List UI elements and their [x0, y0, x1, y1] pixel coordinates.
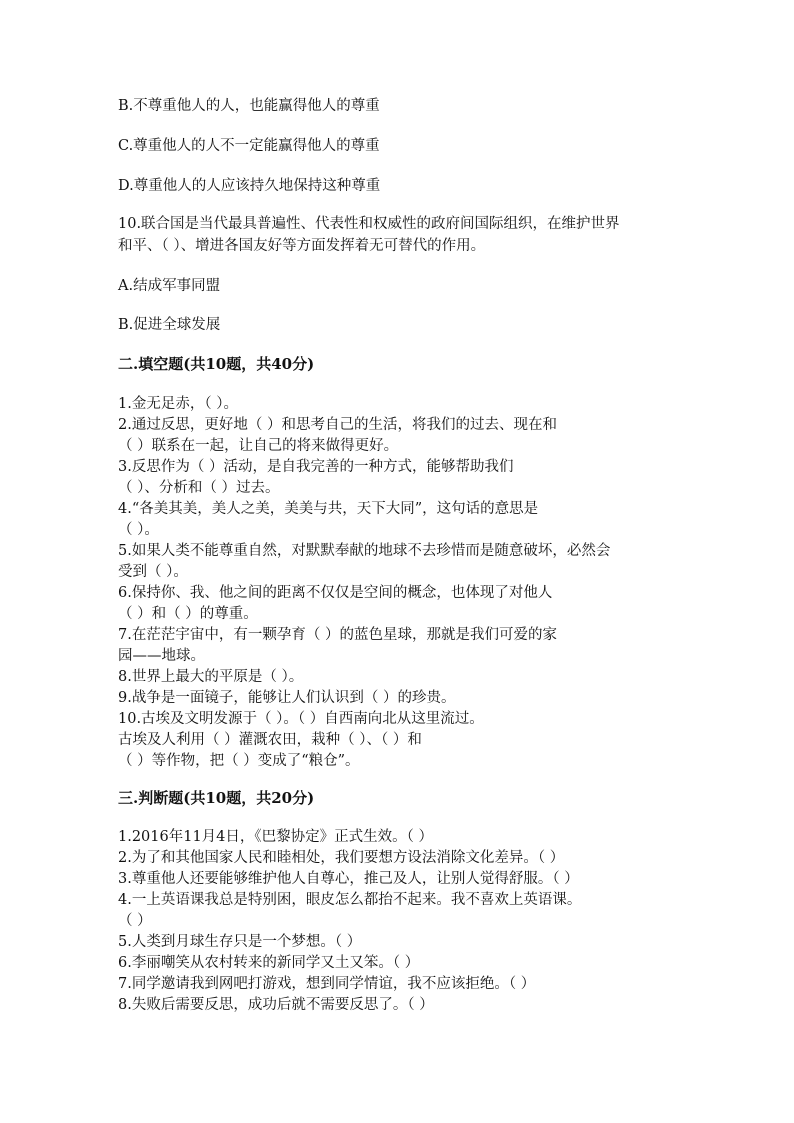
true-false-line: 7.同学邀请我到网吧打游戏，想到同学情谊，我不应该拒绝。（ ） — [118, 976, 536, 992]
fill-blank-line: 受到（ ）。 — [118, 564, 188, 580]
fill-blank-line: 园——地球。 — [118, 648, 205, 664]
q9-option-d: D.尊重他人的人应该持久地保持这种尊重 — [118, 178, 381, 194]
true-false-line: 2.为了和其他国家人民和睦相处，我们要想方设法消除文化差异。（ ） — [118, 850, 565, 866]
true-false-line: 6.李丽嘲笑从农村转来的新同学又土又笨。（ ） — [118, 955, 420, 971]
fill-blank-line: 9.战争是一面镜子，能够让人们认识到（ ）的珍贵。 — [118, 690, 456, 706]
true-false-line: （ ） — [118, 913, 152, 929]
q9-option-b: B.不尊重他人的人，也能赢得他人的尊重 — [118, 98, 380, 114]
fill-blank-line: 1.金无足赤，（ ）。 — [118, 396, 238, 412]
true-false-line: 8.失败后需要反思，成功后就不需要反思了。（ ） — [118, 997, 434, 1013]
fill-blank-line: 7.在茫茫宇宙中，有一颗孕育（ ）的蓝色星球，那就是我们可爱的家 — [118, 627, 557, 643]
fill-blank-line: 8.世界上最大的平原是（ ）。 — [118, 669, 304, 685]
fill-blank-line: （ ）等作物，把（ ）变成了“粮仓”。 — [118, 753, 360, 769]
fill-blank-line: 5.如果人类不能尊重自然，对默默奉献的地球不去珍惜而是随意破坏，必然会 — [118, 543, 611, 559]
q10-stem-line1: 10.联合国是当代最具普遍性、代表性和权威性的政府间国际组织，在维护世界 — [118, 216, 620, 232]
fill-blank-line: 3.反思作为（ ）活动，是自我完善的一种方式，能够帮助我们 — [118, 459, 514, 475]
q10-option-a: A.结成军事同盟 — [118, 278, 221, 294]
q10-stem-line2: 和平、（ ）、增进各国友好等方面发挥着无可替代的作用。 — [118, 238, 486, 254]
true-false-line: 1.2016年11月4日，《巴黎协定》正式生效。（ ） — [118, 829, 434, 845]
fill-blank-line: 4.“各美其美，美人之美，美美与共，天下大同”，这句话的意思是 — [118, 501, 539, 517]
fill-blank-line: 2.通过反思，更好地（ ）和思考自己的生活，将我们的过去、现在和 — [118, 417, 557, 433]
section-heading-fill-blank: 二.填空题(共10题，共40分) — [118, 355, 315, 373]
fill-blank-line: 古埃及人利用（ ）灌溉农田，栽种（ ）、（ ）和 — [118, 732, 422, 748]
section-heading-true-false: 三.判断题(共10题，共20分) — [118, 789, 315, 807]
fill-blank-line: （ ）和（ ）的尊重。 — [118, 606, 258, 622]
q10-option-b: B.促进全球发展 — [118, 317, 221, 333]
fill-blank-line: （ ）联系在一起，让自己的将来做得更好。 — [118, 438, 399, 454]
fill-blank-line: 6.保持你、我、他之间的距离不仅仅是空间的概念，也体现了对他人 — [118, 585, 553, 601]
fill-blank-line: （ ）。 — [118, 522, 159, 538]
true-false-line: 5.人类到月球生存只是一个梦想。（ ） — [118, 934, 362, 950]
q9-option-c: C.尊重他人的人不一定能赢得他人的尊重 — [118, 138, 380, 154]
fill-blank-line: （ ）、分析和（ ）过去。 — [118, 480, 280, 496]
true-false-line: 3.尊重他人还要能够维护他人自尊心，推己及人，让别人觉得舒服。（ ） — [118, 871, 579, 887]
true-false-line: 4.一上英语课我总是特别困，眼皮怎么都抬不起来。我不喜欢上英语课。 — [118, 892, 582, 908]
fill-blank-line: 10.古埃及文明发源于（ ）。（ ）自西南向北从这里流过。 — [118, 711, 484, 727]
